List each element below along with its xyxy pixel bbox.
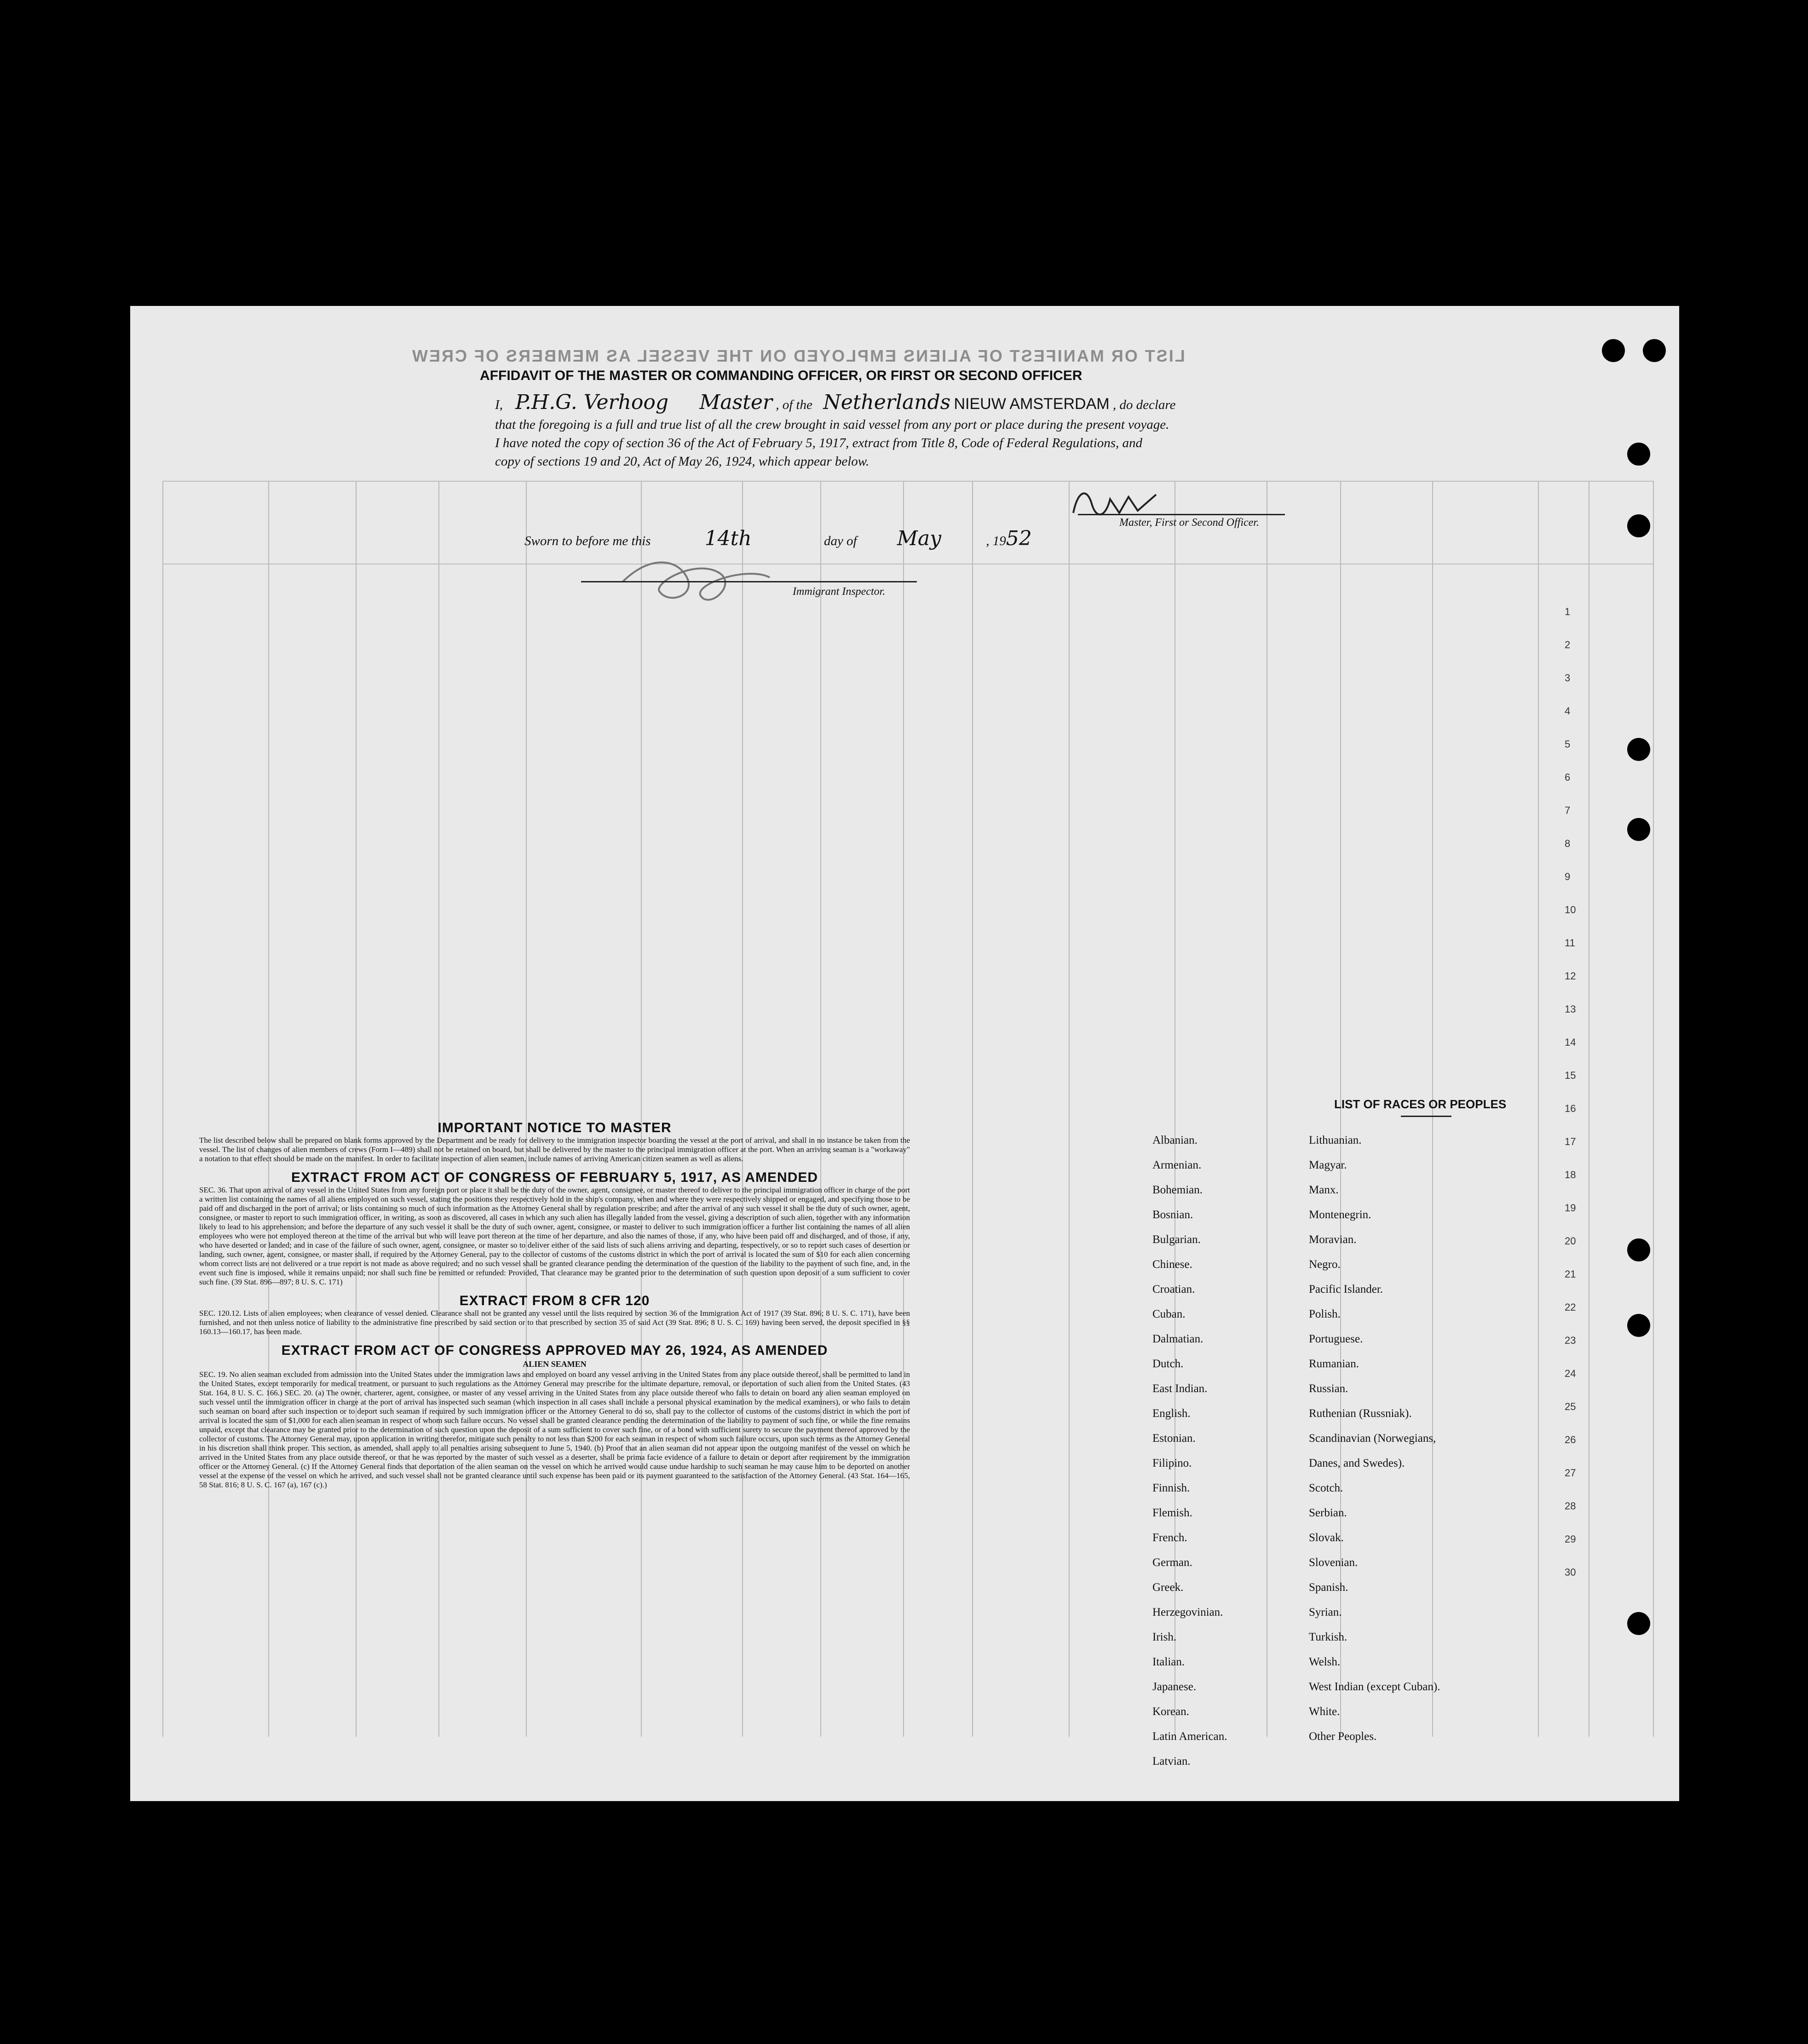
race-item: Slovak. (1309, 1532, 1344, 1544)
race-item: Danes, and Swedes). (1309, 1457, 1405, 1469)
sworn-label: Sworn to before me this (524, 534, 651, 548)
race-item: Serbian. (1309, 1507, 1347, 1519)
race-item: West Indian (except Cuban). (1309, 1681, 1440, 1693)
race-item: Dalmatian. (1152, 1333, 1203, 1345)
race-item: Italian. (1152, 1656, 1185, 1668)
row-number: 24 (1565, 1368, 1576, 1379)
row-number: 21 (1565, 1268, 1576, 1280)
day-of-label: day of (823, 534, 857, 548)
extract-1924-title: EXTRACT FROM ACT OF CONGRESS APPROVED MAY 26, 1924, AS AMENDED (281, 1343, 828, 1358)
race-item: Flemish. (1152, 1507, 1192, 1519)
manifest-sheet (130, 306, 1679, 1801)
extract-1917-title: EXTRACT FROM ACT OF CONGRESS OF FEBRUARY 5, 1917, AS AMENDED (291, 1170, 818, 1185)
row-number: 22 (1565, 1301, 1576, 1313)
notice-title: IMPORTANT NOTICE TO MASTER (438, 1120, 672, 1135)
race-item: Welsh. (1309, 1656, 1341, 1668)
race-item: Pacific Islander. (1309, 1283, 1383, 1295)
race-item: French. (1152, 1532, 1187, 1544)
race-item: Bulgarian. (1152, 1233, 1201, 1246)
race-item: White. (1309, 1705, 1340, 1718)
race-item: Korean. (1152, 1705, 1189, 1718)
binder-hole (1602, 339, 1625, 362)
race-item: Chinese. (1152, 1258, 1192, 1271)
row-number: 26 (1565, 1434, 1576, 1445)
row-number: 25 (1565, 1401, 1576, 1412)
row-number: 17 (1565, 1136, 1576, 1147)
race-item: Montenegrin. (1309, 1209, 1371, 1221)
row-number: 4 (1565, 705, 1571, 717)
race-item: Greek. (1152, 1581, 1184, 1594)
race-item: Croatian. (1152, 1283, 1195, 1295)
row-number: 23 (1565, 1335, 1576, 1346)
binder-hole (1627, 1612, 1650, 1635)
race-item: Spanish. (1309, 1581, 1348, 1594)
inspector-caption: Immigrant Inspector. (793, 586, 886, 598)
row-number: 19 (1565, 1202, 1576, 1214)
binder-hole (1627, 738, 1650, 761)
race-item: Other Peoples. (1309, 1730, 1377, 1743)
race-item: Negro. (1309, 1258, 1341, 1271)
race-item: Rumanian. (1309, 1358, 1359, 1370)
extract-cfr-title: EXTRACT FROM 8 CFR 120 (459, 1293, 650, 1308)
binder-hole (1627, 818, 1650, 841)
race-item: Scandinavian (Norwegians, (1309, 1432, 1436, 1445)
row-number: 16 (1565, 1103, 1576, 1114)
row-number: 28 (1565, 1500, 1576, 1512)
race-item: Magyar. (1309, 1159, 1347, 1171)
affidavit-block (495, 393, 1498, 471)
inspector-signature (613, 541, 779, 619)
row-number: 27 (1565, 1467, 1576, 1479)
alien-seamen-subtitle: ALIEN SEAMEN (523, 1359, 587, 1369)
races-title: LIST OF RACES OR PEOPLES (1334, 1097, 1507, 1111)
row-number: 13 (1565, 1003, 1576, 1015)
races-title-underline (1401, 1116, 1451, 1117)
binder-hole (1627, 1314, 1650, 1337)
row-number: 7 (1565, 805, 1571, 816)
row-number: 8 (1565, 838, 1571, 849)
race-item: Herzegovinian. (1152, 1606, 1223, 1618)
race-item: Estonian. (1152, 1432, 1196, 1445)
notice-body: The list described below shall be prepared on blank forms approved by the Department and be ready for delivery to the immigration inspector boarding the vessel at the port of arrival, and shall in no instance be taken from the vessel. The list of changes of alien members of crews (Form I—489) shall not be retained on board, but shall be delivered by the master to the principal immigration officer at the port. When an arriving seaman is a "workaway" a notation to that effect should be made on the manifest. In order to facilitate inspection of alien seamen, include names of arriving American citizen seamen as well as aliens. (199, 1136, 910, 1163)
sworn-year: 52 (1006, 527, 1032, 550)
race-item: Slovenian. (1309, 1556, 1358, 1569)
extract-1924-body: SEC. 19. No alien seaman excluded from admission into the United States under the immigration laws and employed on board any vessel arriving in the United States from any place outside thereof, shall be permitted to land in the United States, except temporarily for medical treatment, or pursuant to such regulations as the Attorney General may prescribe for the ultimate departure, removal, or deportation of such alien from the United States. (43 Stat. 164, 8 U. S. C. 166.) SEC. 20. (a) The owner, charterer, agent, consignee, or master of any vessel arriving in the United States from any place outside thereof who fails to detain on board any alien seaman employed on such vessel until the immigration officer in charge at the port of arrival has inspected such seaman (which inspection in all cases shall include a personal physical examination by the medical examiners), or who fails to detain such seaman on board after such inspection or to deport such seaman if required by such immigration officer or the Attorney General to do so, shall pay to the collector of customs of the customs district in which the port of arrival is located the sum of $1,000 for each alien seaman in respect of whom such failure occurs. No vessel shall be granted clearance pending the determination of the liability to payment of such fine, or while the fine remains unpaid, except that clearance may be granted prior to the determination of such question upon the deposit of a sum sufficient to cover such fine, or of a bond with sufficient surety to secure the payment thereof approved by the collector of customs. The Attorney General may, upon application in writing therefor, mitigate such penalty to not less than $200 for each seaman in respect of whom such failure occurs, upon such terms as the Attorney General in his discretion shall think proper. This section, as amended, shall apply to all penalties arising subsequent to June 5, 1940. (b) Proof that an alien seaman did not appear upon the outgoing manifest of the vessel on which he arrived in the United States from any place outside thereof, or that he was reported by the master of such vessel as a deserter, shall be prima facie evidence of a failure to detain or deport after requirement by the immigration officer or the Attorney General. (c) If the Attorney General finds that deportation of the alien seaman on the vessel on which he arrived would cause undue hardship to such seaman he may cause him to be deported on another vessel at the expense of the vessel on which he arrived, and such vessel shall not be granted clearance until such expense has been paid or its payment guaranteed to the satisfaction of the Attorney General. (43 Stat. 164—165, 58 Stat. 816; 8 U. S. C. 167 (a), 167 (c).) (199, 1370, 910, 1489)
race-item: Manx. (1309, 1184, 1339, 1196)
race-item: English. (1152, 1407, 1191, 1420)
row-number: 15 (1565, 1070, 1576, 1081)
extract-cfr-body: SEC. 120.12. Lists of alien employees; when clearance of vessel denied. Clearance shall not be granted any vessel until the lists required by section 36 of the Immigration Act of 1917 (39 Stat. 896; 8 U. S. C. 171), have been furnished, and not then unless notice of liability to the administrative fine prescribed by said section or to that prescribed by section 35 of said Act (39 Stat. 896; 8 U. S. C. 169) having been served, the deposit specified in §§ 160.13—160.17, has been made. (199, 1309, 910, 1336)
mirror-title: LIST OR MANIFEST OF ALIENS EMPLOYED ON THE VESSEL AS MEMBERS OF CREW (411, 346, 1185, 365)
row-number: 6 (1565, 772, 1571, 783)
binder-hole (1627, 514, 1650, 537)
affidavit-line-2: that the foregoing is a full and true list of all the crew brought in said vessel from any port or place during the present voyage. (495, 417, 1169, 432)
race-item: Albanian. (1152, 1134, 1198, 1146)
of-the-label: , of the (776, 397, 812, 412)
vessel-nationality: Netherlands (823, 391, 951, 414)
race-item: Polish. (1309, 1308, 1341, 1320)
row-number: 3 (1565, 672, 1571, 684)
sworn-month: May (897, 527, 942, 550)
extract-1917-body: SEC. 36. That upon arrival of any vessel in the United States from any foreign port or place it shall be the duty of the owner, agent, consignee, or master thereof to deliver to the principal immigration officer in charge of the port a written list containing the names of all aliens employed on such vessel, stating the positions they respectively hold in the ship's company, when and where they were respectively shipped or engaged, and specifying those to be paid off and discharged in the port of arrival; or lists containing so much of such information as the Attorney General shall by regulation prescribe; and after the arrival of any such vessel it shall be the duty of such owner, agent, consignee, or master to report to such immigration officer, in writing, as soon as discovered, all cases in which any such alien has illegally landed from the vessel, giving a description of such alien, together with any information likely to lead to his apprehension; and before the departure of any such vessel it shall be the duty of such owner, agent, consignee, or master to deliver to such immigration officer a further list containing the names of all alien employees who were not employed thereon at the time of the arrival but who will leave port thereon at the time of her departure, and also the names of those, if any, who have been paid off and discharged, and of those, if any, who have deserted or landed; and in case of the failure of such owner, agent, consignee, or master so to deliver either of the said lists of such aliens arriving and departing, respectively, or so to report such cases of desertion or landing, such owner, agent, consignee, or master shall, if required by the Attorney General, pay to the collector of customs of the customs district in which the port of arrival is located the sum of $10 for each alien concerning whom correct lists are not delivered or a true report is not made as above required; and no such vessel shall be granted clearance pending the determination of the question of the liability to the payment of such fine, and, in the event such fine is imposed, while it remains unpaid; nor shall such fine be remitted or refunded: Provided, That clearance may be granted prior to the determination of such question upon deposit of a sum sufficient to cover such fine. (39 Stat. 896—897; 8 U. S. C. 171) (199, 1186, 910, 1286)
officer-name: P.H.G. Verhoog (515, 391, 669, 414)
race-item: Latvian. (1152, 1755, 1191, 1768)
row-number: 9 (1565, 871, 1571, 882)
race-item: Japanese. (1152, 1681, 1197, 1693)
race-item: Irish. (1152, 1631, 1177, 1643)
master-caption-line (1078, 514, 1285, 515)
race-item: Armenian. (1152, 1159, 1202, 1171)
race-item: Bosnian. (1152, 1209, 1193, 1221)
notice-block (199, 1120, 910, 1490)
race-item: Lithuanian. (1309, 1134, 1362, 1146)
inspector-caption-line (581, 581, 917, 582)
vessel-name: NIEUW AMSTERDAM (954, 395, 1110, 413)
race-item: Bohemian. (1152, 1184, 1203, 1196)
row-number: 5 (1565, 738, 1571, 750)
race-item: Filipino. (1152, 1457, 1192, 1469)
race-item: Moravian. (1309, 1233, 1357, 1246)
race-item: Dutch. (1152, 1358, 1184, 1370)
race-item: Latin American. (1152, 1730, 1227, 1743)
row-number: 11 (1565, 937, 1575, 949)
row-number: 12 (1565, 970, 1576, 982)
row-number: 29 (1565, 1533, 1576, 1545)
binder-hole (1643, 339, 1666, 362)
race-item: Scotch. (1309, 1482, 1343, 1494)
row-number: 30 (1565, 1566, 1576, 1578)
officer-rank: Master (699, 391, 772, 414)
master-caption: Master, First or Second Officer. (1119, 517, 1259, 529)
do-declare-label: , do declare (1112, 397, 1176, 412)
affidavit-line-4: copy of sections 19 and 20, Act of May 26, 1924, which appear below. (495, 454, 869, 469)
race-item: Turkish. (1309, 1631, 1347, 1643)
row-number: 20 (1565, 1235, 1576, 1247)
binder-hole (1627, 443, 1650, 466)
race-item: Cuban. (1152, 1308, 1186, 1320)
row-number: 10 (1565, 904, 1576, 915)
race-item: Ruthenian (Russniak). (1309, 1407, 1412, 1420)
year-prefix: , 19 (986, 534, 1006, 548)
affidavit-line-3: I have noted the copy of section 36 of the Act of February 5, 1917, extract from Title 8, Code of Federal Regulations, and (495, 436, 1143, 450)
race-item: Finnish. (1152, 1482, 1190, 1494)
sworn-day: 14th (704, 527, 752, 550)
row-number: 14 (1565, 1036, 1576, 1048)
affidavit-i-label: I, (495, 397, 503, 412)
race-item: Syrian. (1309, 1606, 1342, 1618)
race-item: Russian. (1309, 1382, 1348, 1395)
row-number: 18 (1565, 1169, 1576, 1180)
race-item: Portuguese. (1309, 1333, 1363, 1345)
row-number: 2 (1565, 639, 1571, 651)
race-item: East Indian. (1152, 1382, 1208, 1395)
race-item: German. (1152, 1556, 1192, 1569)
row-number: 1 (1565, 606, 1571, 617)
binder-hole (1627, 1238, 1650, 1261)
affidavit-heading: AFFIDAVIT OF THE MASTER OR COMMANDING OFFICER, OR FIRST OR SECOND OFFICER (480, 368, 1082, 383)
